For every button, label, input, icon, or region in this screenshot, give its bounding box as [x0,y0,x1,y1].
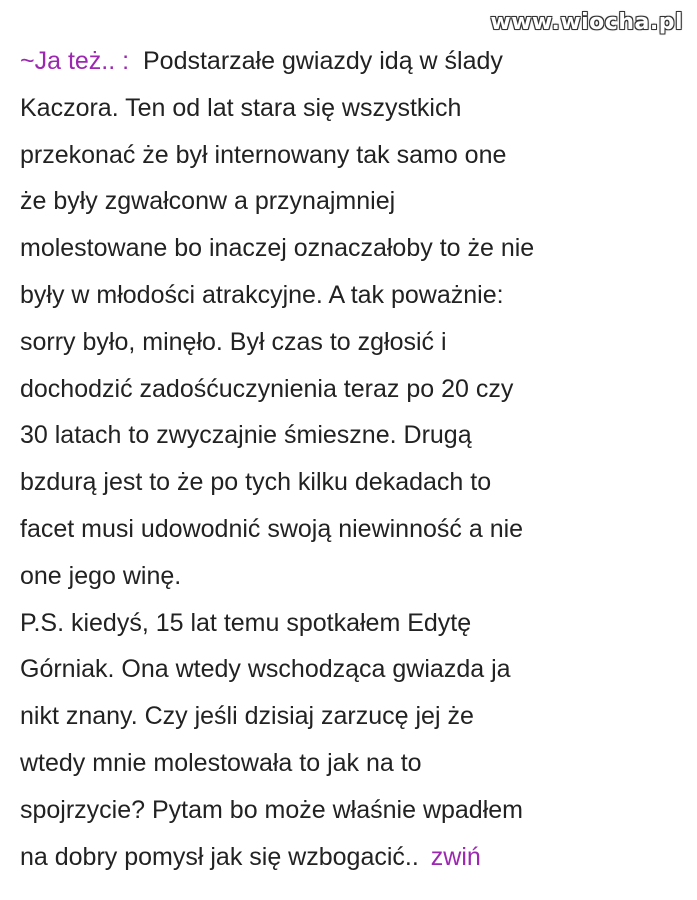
comment-text: na dobry pomysł jak się wzbogacić.. [20,842,419,871]
comment-line: spojrzycie? Pytam bo może właśnie wpadłem [20,795,523,824]
comment-line: były w młodości atrakcyjne. A tak poważnie: [20,280,504,309]
comment-line: molestowane bo inaczej oznaczałoby to że nie [20,234,535,263]
comment-line: sorry było, minęło. Był czas to zgłosić i [20,327,447,356]
comment-body [20,38,640,880]
comment-line: Górniak. Ona wtedy wschodząca gwiazda ja [20,655,511,684]
collapse-link[interactable]: zwiń [430,842,481,871]
comment-line: one jego winę. [20,561,182,590]
comment-line: wtedy mnie molestowała to jak na to [20,748,422,777]
comment-line [20,38,640,85]
comment-text: Podstarzałe gwiazdy idą w ślady [143,47,503,75]
comment-line: 30 latach to zwyczajnie śmieszne. Drugą [20,421,472,450]
comment-line: dochodzić zadośćuczynienia teraz po 20 czy [20,374,514,403]
comment-line: facet musi udowodnić swoją niewinność a nie [20,514,524,543]
comment-author[interactable]: ~Ja też.. : [20,47,130,75]
site-watermark: www.wiocha.pl [490,10,683,35]
comment-line: bzdurą jest to że po tych kilku dekadach to [20,468,492,497]
comment-line: że były zgwałconw a przynajmniej [20,187,396,216]
comment-line [20,834,640,881]
comment-line: Kaczora. Ten od lat stara się wszystkich [20,93,462,122]
comment-line: nikt znany. Czy jeśli dzisiaj zarzucę jej że [20,702,474,731]
comment-line: przekonać że był internowany tak samo one [20,140,507,169]
comment-line: P.S. kiedyś, 15 lat temu spotkałem Edytę [20,608,472,637]
